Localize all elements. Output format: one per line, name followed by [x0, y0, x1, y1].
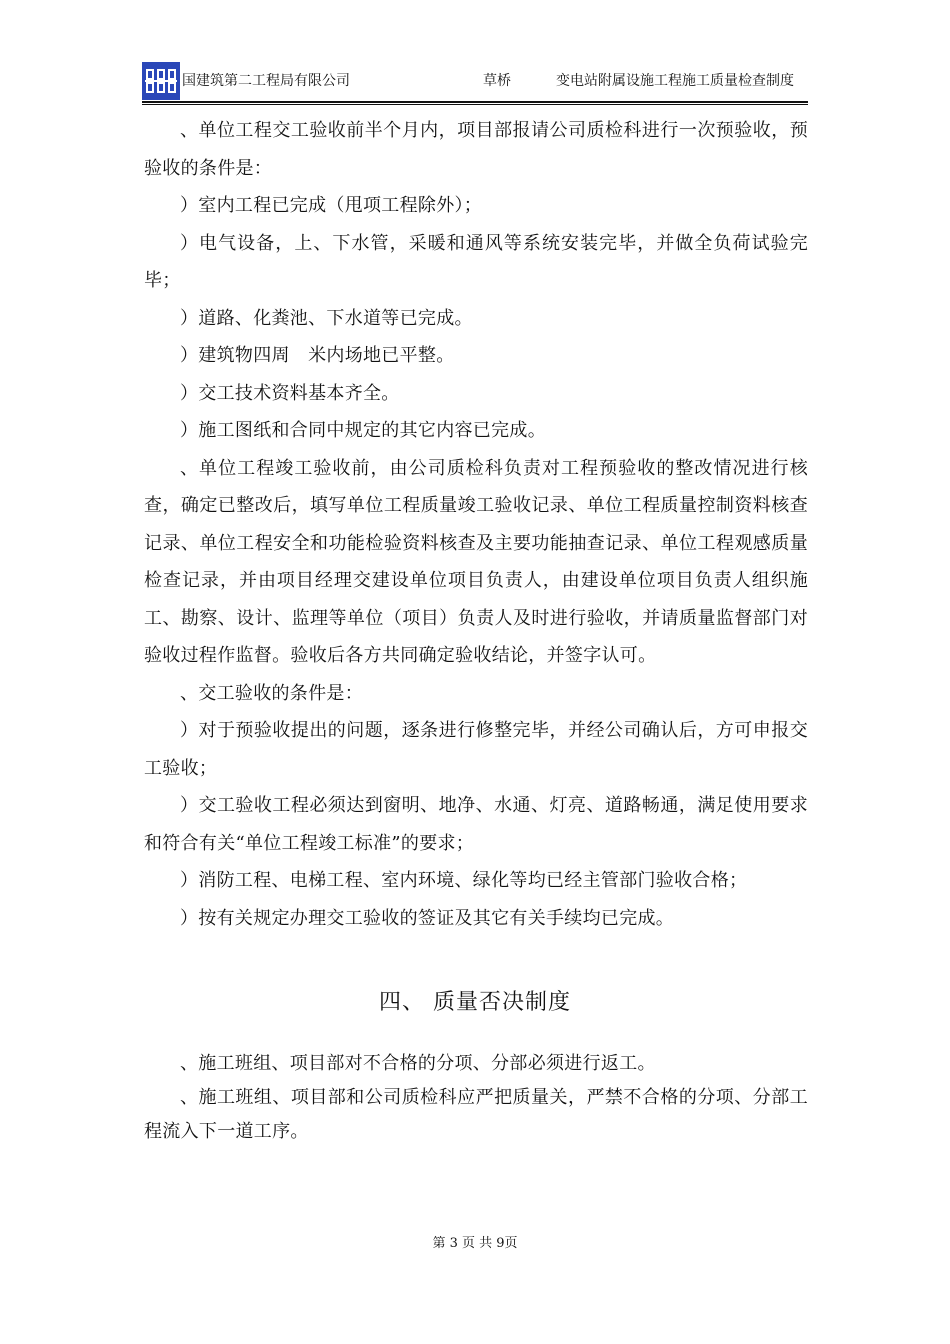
- paragraph: 、单位工程交工验收前半个月内，项目部报请公司质检科进行一次预验收，预验收的条件是：: [144, 120, 808, 179]
- paragraph: 、施工班组、项目部和公司质检科应严把质量关，严禁不合格的分项、分部工程流入下一道工序。: [144, 1087, 808, 1142]
- paragraph: ）电气设备，上、下水管，采暖和通风等系统安装完毕，并做全负荷试验完毕；: [144, 232, 808, 291]
- paragraph: ）施工图纸和合同中规定的其它内容已完成。: [180, 420, 546, 441]
- body-text: [144, 112, 808, 937]
- paragraph: ）室内工程已完成（甩项工程除外）；: [180, 195, 483, 216]
- header-company-name: 国建筑第二工程局有限公司: [182, 73, 350, 89]
- paragraph: ）交工验收工程必须达到窗明、地净、水通、灯亮、道路畅通，满足使用要求和符合有关“单位工程竣工标准”的要求；: [144, 795, 808, 854]
- paragraph: ）按有关规定办理交工验收的签证及其它有关手续均已完成。: [180, 907, 675, 929]
- paragraph: ）建筑物四周 米内场地已平整。: [180, 345, 455, 366]
- company-logo-graphic: [142, 62, 180, 100]
- section-body-text: [144, 1047, 808, 1149]
- paragraph: 、单位工程竣工验收前，由公司质检科负责对工程预验收的整改情况进行核查，确定已整改后，填写单位工程质量竣工验收记录、单位工程质量控制资料核查记录、单位工程安全和功能检验资料核查及主要功能抽查记录、单位工程观感质量检查记录，并由项目经理交建设单位项目负责人，由建设单位项目负责人组织施工、勘察、设计、监理等单位（项目）负责人及时进行验收，并请质量监督部门对验收过程作监督。验收后各方共同确定验收结论，并签字认可。: [144, 457, 808, 666]
- header-rule-thick: [142, 101, 808, 103]
- paragraph: ）道路、化粪池、下水道等已完成。: [180, 307, 473, 329]
- paragraph: ）对于预验收提出的问题，逐条进行修整完毕，并经公司确认后，方可申报交工验收；: [144, 720, 808, 779]
- paragraph: ）消防工程、电梯工程、室内环境、绿化等均已经主管部门验收合格；: [180, 870, 748, 891]
- header-rule-thin: [142, 104, 808, 105]
- paragraph: 、施工班组、项目部对不合格的分项、分部必须进行返工。: [180, 1053, 656, 1074]
- header-author: 草桥: [483, 73, 511, 89]
- header-document-title: 变电站附属设施工程施工质量检查制度: [556, 73, 794, 89]
- page-number: 第 3 页 共 9页: [432, 1236, 518, 1251]
- company-logo-icon: [142, 62, 180, 100]
- paragraph: 、交工验收的条件是：: [180, 682, 363, 704]
- page-header: [142, 60, 808, 104]
- paragraph: ）交工技术资料基本齐全。: [180, 382, 400, 404]
- section-heading: 四、 质量否决制度: [379, 990, 571, 1015]
